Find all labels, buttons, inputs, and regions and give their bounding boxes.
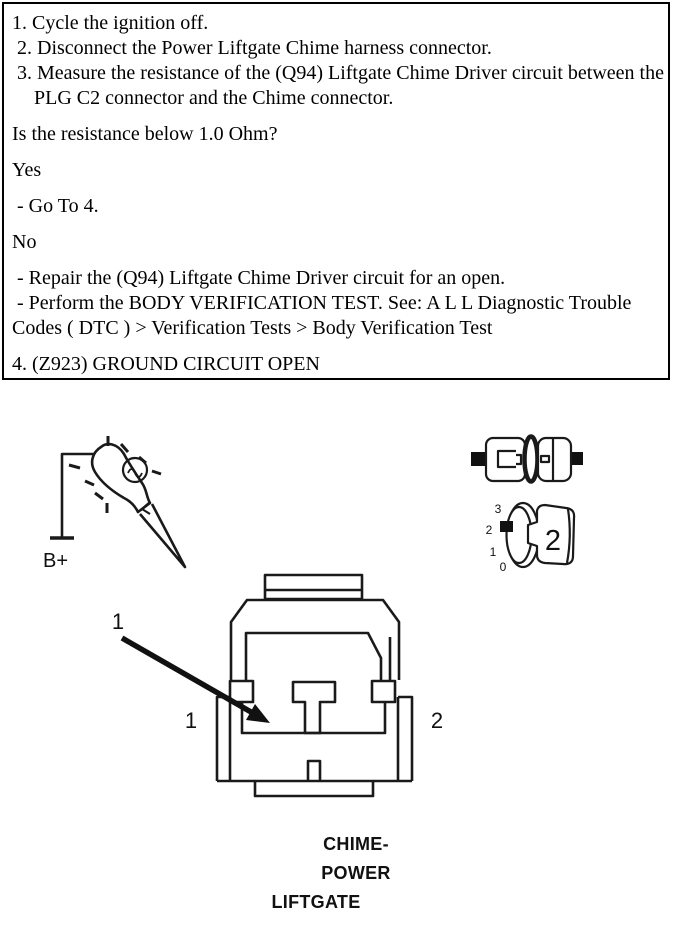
no-label: No bbox=[12, 231, 37, 253]
pin-2-label: 2 bbox=[430, 708, 444, 733]
figure-caption bbox=[271, 834, 390, 912]
question-line: Is the resistance below 1.0 Ohm? bbox=[12, 123, 278, 145]
right-wing bbox=[398, 697, 412, 781]
scale-label-0: 0 bbox=[499, 560, 507, 574]
step-2: 2. Disconnect the Power Liftgate Chime harness connector. bbox=[17, 37, 492, 59]
left-wire-stub bbox=[471, 452, 486, 466]
yes-label: Yes bbox=[12, 159, 42, 181]
seal-oring bbox=[525, 437, 538, 482]
female-connector-body bbox=[538, 438, 571, 481]
cavity-number-label: 2 bbox=[544, 525, 562, 557]
scale-label-3: 3 bbox=[494, 502, 502, 516]
index-notch bbox=[308, 761, 320, 781]
male-connector-body bbox=[486, 438, 525, 481]
procedure-text-box bbox=[2, 2, 670, 380]
test-light-body bbox=[92, 444, 150, 512]
center-key bbox=[293, 682, 335, 733]
step-1: 1. Cycle the ignition off. bbox=[12, 12, 209, 34]
step-3-wrap: PLG C2 connector and the Chime connector. bbox=[34, 87, 394, 109]
hood-outline bbox=[231, 600, 399, 681]
callout-1-label: 1 bbox=[111, 609, 125, 634]
caption-line-3: LIFTGATE bbox=[271, 892, 361, 912]
connector-end-view-icon bbox=[486, 502, 574, 574]
test-light-probe-tip bbox=[140, 504, 185, 567]
no-action-2-wrap: Codes ( DTC ) > Verification Tests > Body Verification Test bbox=[12, 317, 493, 339]
right-pin-tower bbox=[372, 681, 395, 702]
battery-positive-label: B+ bbox=[43, 550, 69, 572]
yes-action: - Go To 4. bbox=[17, 195, 99, 217]
left-wing bbox=[217, 697, 230, 781]
cavity-marker bbox=[500, 521, 513, 532]
next-step-heading: 4. (Z923) GROUND CIRCUIT OPEN bbox=[12, 353, 320, 375]
scale-label-1: 1 bbox=[489, 545, 497, 559]
caption-line-2: POWER bbox=[321, 863, 391, 883]
no-action-1: - Repair the (Q94) Liftgate Chime Driver circuit for an open. bbox=[17, 267, 506, 289]
figure-area bbox=[0, 386, 676, 930]
step-3: 3. Measure the resistance of the (Q94) Liftgate Chime Driver circuit between the bbox=[17, 62, 664, 84]
caption-line-1: CHIME- bbox=[323, 834, 389, 854]
connector-pair-icon bbox=[471, 437, 583, 482]
main-connector-diagram bbox=[112, 575, 443, 796]
hood-inner bbox=[246, 633, 381, 681]
bottom-foot bbox=[255, 782, 373, 796]
scale-label-2: 2 bbox=[485, 523, 493, 537]
pin-1-label: 1 bbox=[184, 708, 198, 733]
no-action-2: - Perform the BODY VERIFICATION TEST. See: A L L Diagnostic Trouble bbox=[17, 292, 632, 314]
latch-tab bbox=[265, 575, 362, 599]
test-light-illustration bbox=[43, 436, 185, 572]
